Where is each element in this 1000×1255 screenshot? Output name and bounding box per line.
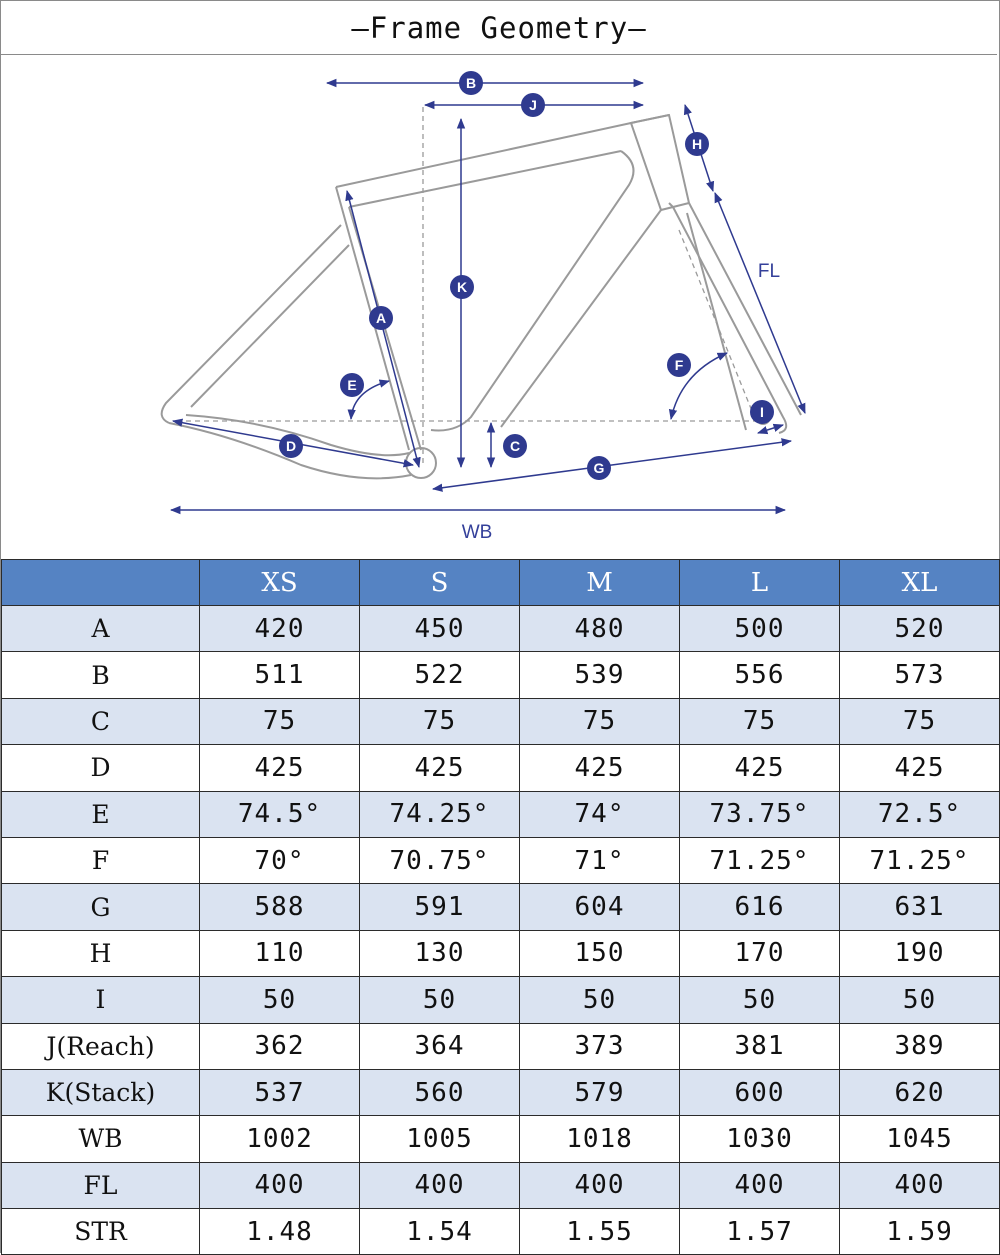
svg-text:A: A <box>375 310 387 326</box>
table-cell: 50 <box>520 977 680 1023</box>
table-cell: 400 <box>520 1162 680 1208</box>
table-cell: 71° <box>520 837 680 883</box>
column-header: XL <box>840 560 1000 606</box>
table-cell: 72.5° <box>840 791 1000 837</box>
table-cell: 1005 <box>360 1116 520 1162</box>
column-header <box>2 560 200 606</box>
table-cell: 75 <box>840 698 1000 744</box>
table-cell: 450 <box>360 606 520 652</box>
marker-B <box>459 71 483 95</box>
table-cell: 50 <box>360 977 520 1023</box>
table-cell: 591 <box>360 884 520 930</box>
table-cell: 425 <box>520 745 680 791</box>
svg-text:J: J <box>529 97 537 113</box>
table-row <box>2 1162 1000 1208</box>
table-row <box>2 837 1000 883</box>
table-cell: 170 <box>680 930 840 976</box>
table-cell: 150 <box>520 930 680 976</box>
table-cell: 1.54 <box>360 1209 520 1255</box>
svg-text:F: F <box>674 357 684 373</box>
table-cell: 400 <box>360 1162 520 1208</box>
page-title: —Frame Geometry— <box>351 10 647 45</box>
row-label: H <box>2 930 200 976</box>
row-label: F <box>2 837 200 883</box>
table-cell: 381 <box>680 1023 840 1069</box>
svg-text:B: B <box>465 75 477 91</box>
marker-C <box>503 434 527 458</box>
svg-text:E: E <box>347 377 357 393</box>
geometry-table-wrapper <box>1 559 998 1255</box>
table-cell: 1045 <box>840 1116 1000 1162</box>
table-cell: 362 <box>200 1023 360 1069</box>
table-cell: 73.75° <box>680 791 840 837</box>
table-cell: 74.25° <box>360 791 520 837</box>
table-cell: 400 <box>680 1162 840 1208</box>
marker-K <box>450 275 474 299</box>
row-label: J(Reach) <box>2 1023 200 1069</box>
table-cell: 480 <box>520 606 680 652</box>
table-cell: 71.25° <box>840 837 1000 883</box>
table-cell: 631 <box>840 884 1000 930</box>
table-cell: 364 <box>360 1023 520 1069</box>
table-cell: 425 <box>840 745 1000 791</box>
table-cell: 573 <box>840 652 1000 698</box>
table-cell: 1.57 <box>680 1209 840 1255</box>
table-cell: 75 <box>200 698 360 744</box>
table-cell: 70° <box>200 837 360 883</box>
table-row <box>2 977 1000 1023</box>
table-row <box>2 698 1000 744</box>
table-cell: 1002 <box>200 1116 360 1162</box>
row-label: WB <box>2 1116 200 1162</box>
marker-J <box>521 93 545 117</box>
table-cell: 70.75° <box>360 837 520 883</box>
table-cell: 579 <box>520 1069 680 1115</box>
table-cell: 389 <box>840 1023 1000 1069</box>
table-cell: 74.5° <box>200 791 360 837</box>
table-row <box>2 1069 1000 1115</box>
table-cell: 1018 <box>520 1116 680 1162</box>
table-cell: 604 <box>520 884 680 930</box>
row-label: G <box>2 884 200 930</box>
table-cell: 620 <box>840 1069 1000 1115</box>
row-label: STR <box>2 1209 200 1255</box>
table-cell: 75 <box>520 698 680 744</box>
frame-geometry-diagram <box>1 55 997 558</box>
table-row <box>2 1116 1000 1162</box>
column-header: S <box>360 560 520 606</box>
row-label: E <box>2 791 200 837</box>
table-cell: 74° <box>520 791 680 837</box>
table-cell: 425 <box>200 745 360 791</box>
table-cell: 75 <box>360 698 520 744</box>
svg-text:H: H <box>691 136 703 152</box>
table-cell: 616 <box>680 884 840 930</box>
table-cell: 130 <box>360 930 520 976</box>
table-cell: 50 <box>680 977 840 1023</box>
svg-text:C: C <box>509 438 521 454</box>
table-cell: 1.48 <box>200 1209 360 1255</box>
svg-text:D: D <box>285 438 297 454</box>
table-row <box>2 606 1000 652</box>
table-cell: 425 <box>360 745 520 791</box>
fl-label: FL <box>757 261 781 282</box>
table-cell: 600 <box>680 1069 840 1115</box>
table-cell: 539 <box>520 652 680 698</box>
table-cell: 522 <box>360 652 520 698</box>
table-row <box>2 791 1000 837</box>
table-cell: 511 <box>200 652 360 698</box>
bike-frame-outline <box>162 115 801 478</box>
table-row <box>2 1209 1000 1255</box>
marker-H <box>685 132 709 156</box>
table-cell: 1.59 <box>840 1209 1000 1255</box>
table-cell: 1030 <box>680 1116 840 1162</box>
table-row <box>2 745 1000 791</box>
table-cell: 1.55 <box>520 1209 680 1255</box>
svg-text:K: K <box>456 279 468 295</box>
table-cell: 110 <box>200 930 360 976</box>
frame-diagram-svg <box>1 55 997 558</box>
table-cell: 75 <box>680 698 840 744</box>
column-header: L <box>680 560 840 606</box>
table-cell: 420 <box>200 606 360 652</box>
table-cell: 500 <box>680 606 840 652</box>
table-cell: 50 <box>840 977 1000 1023</box>
column-header: M <box>520 560 680 606</box>
table-cell: 71.25° <box>680 837 840 883</box>
wb-label: WB <box>461 522 493 543</box>
title-bar <box>1 1 997 55</box>
row-label: K(Stack) <box>2 1069 200 1115</box>
geometry-table <box>1 559 1000 1255</box>
row-label: A <box>2 606 200 652</box>
table-cell: 373 <box>520 1023 680 1069</box>
table-cell: 190 <box>840 930 1000 976</box>
table-row <box>2 1023 1000 1069</box>
row-label: FL <box>2 1162 200 1208</box>
table-cell: 560 <box>360 1069 520 1115</box>
marker-G <box>587 456 611 480</box>
column-header: XS <box>200 560 360 606</box>
svg-text:I: I <box>760 404 764 420</box>
table-cell: 537 <box>200 1069 360 1115</box>
table-cell: 588 <box>200 884 360 930</box>
table-cell: 425 <box>680 745 840 791</box>
table-cell: 400 <box>200 1162 360 1208</box>
marker-E <box>340 373 364 397</box>
svg-text:G: G <box>593 460 605 476</box>
table-cell: 400 <box>840 1162 1000 1208</box>
marker-F <box>667 353 691 377</box>
row-label: I <box>2 977 200 1023</box>
marker-A <box>369 306 393 330</box>
table-row <box>2 652 1000 698</box>
table-cell: 50 <box>200 977 360 1023</box>
table-row <box>2 884 1000 930</box>
row-label: C <box>2 698 200 744</box>
table-header-row <box>2 560 1000 606</box>
table-row <box>2 930 1000 976</box>
marker-I <box>750 400 774 424</box>
row-label: D <box>2 745 200 791</box>
marker-D <box>279 434 303 458</box>
table-cell: 520 <box>840 606 1000 652</box>
row-label: B <box>2 652 200 698</box>
table-cell: 556 <box>680 652 840 698</box>
